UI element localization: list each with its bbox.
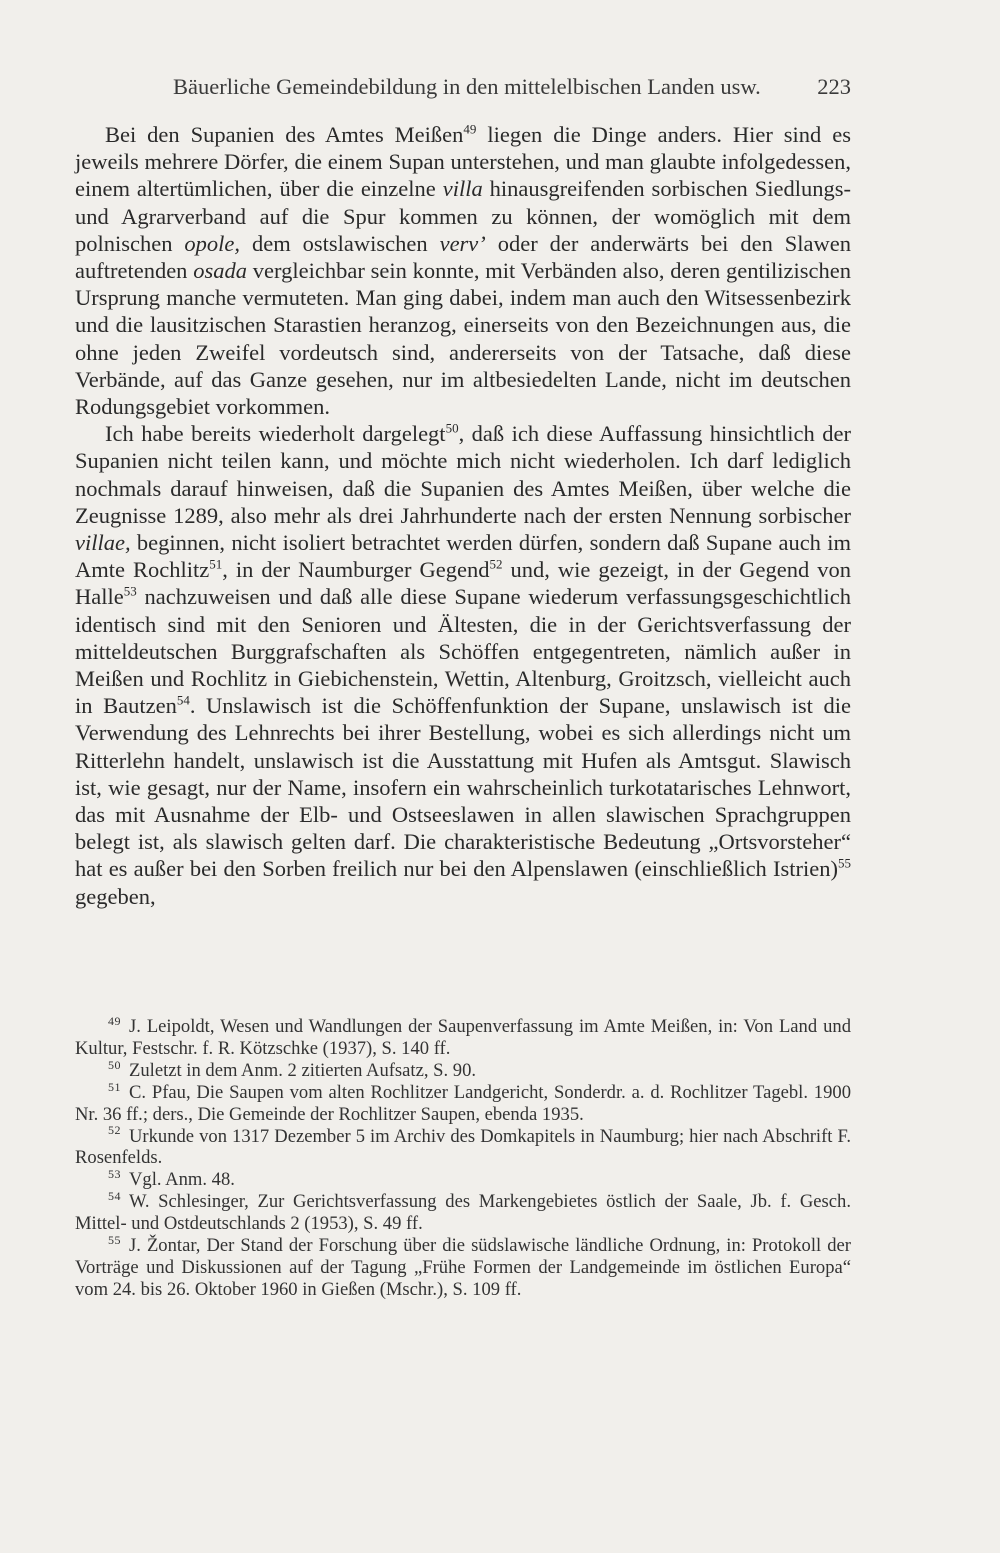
term-osada: osada xyxy=(193,258,247,284)
footnote-text: Urkunde von 1317 Dezember 5 im Archiv des Domkapitels in Naumburg; hier nach Abschrift F. Rosenfelds. xyxy=(75,1125,851,1169)
footnote xyxy=(75,1191,851,1235)
footnote-text: W. Schlesinger, Zur Gerichtsverfassung des Markengebietes östlich der Saale, Jb. f. Gesch. Mittel- und Ostdeutschlands 2 (1953), S. 49 ff. xyxy=(75,1191,851,1235)
footnote xyxy=(75,1013,851,1060)
text-run: und, wie gezeigt, in der Gegend von Halle xyxy=(75,557,851,610)
text-run: vergleichbar sein konnte, mit Verbänden also, deren gentilizischen Ursprung manche vermuteten. Man ging dabei, indem man auch den Witsessenbezirk und die lausitzischen Starastien heranzog, einerseits von den Bezeichnungen aus, die ohne jeden Zweifel vordeutsch sind, andererseits von der Tatsache, daß diese Verbände, auf das Ganze gesehen, nur im altbesiedelten Lande, nicht im deutschen Rodungsgebiet vorkommen. xyxy=(75,258,852,420)
footnote xyxy=(75,1169,851,1191)
term-verv: verv’ xyxy=(439,230,486,256)
footnote-ref-49[interactable]: 49 xyxy=(463,121,477,137)
footnote-number: 55 xyxy=(108,1232,121,1247)
footnote-number: 54 xyxy=(108,1189,121,1204)
footnote-number: 50 xyxy=(108,1057,121,1072)
footnote-ref-54[interactable]: 54 xyxy=(176,692,190,708)
paragraph-1 xyxy=(75,121,851,420)
text-run: gegeben, xyxy=(75,883,156,909)
footnote-text: C. Pfau, Die Saupen vom alten Rochlitzer Landgericht, Sonderdr. a. d. Rochlitzer Tagebl. 1900 Nr. 36 ff.; ders., Die Gemeinde der Rochlitzer Saupen, ebenda 1935. xyxy=(75,1081,851,1125)
text-run: nachzuweisen und daß alle diese Supane wiederum verfassungsgeschichtlich identisch sind mit den Senioren und Ältesten, die in der Gerichtsverfassung der mitteldeutschen Burggrafschaften als Schöffen entgegentreten, nämlich außer in Meißen und Rochlitz in Giebichenstein, Wettin, Altenburg, Groitzsch, vielleicht auch in Bautzen xyxy=(75,584,851,719)
footnote xyxy=(75,1123,851,1170)
footnote-number: 52 xyxy=(108,1123,121,1138)
footnotes xyxy=(75,1013,851,1301)
footnote xyxy=(75,1079,851,1126)
footnote-text: Zuletzt in dem Anm. 2 zitierten Aufsatz, S. 90. xyxy=(129,1059,477,1081)
footnote-ref-52[interactable]: 52 xyxy=(489,556,503,572)
text-run: Bei den Supanien des Amtes Meißen xyxy=(105,122,464,147)
text-run: , in der Naumburger Gegend xyxy=(222,557,490,583)
footnote-ref-53[interactable]: 53 xyxy=(123,583,137,599)
footnote-ref-55[interactable]: 55 xyxy=(838,855,851,871)
text-run: Ich habe bereits wiederholt dargelegt xyxy=(105,421,446,447)
main-text xyxy=(75,121,851,910)
term-opole: opole, xyxy=(184,230,241,256)
running-title: Bäuerliche Gemeindebildung in den mittelelbischen Landen usw. xyxy=(173,74,761,99)
footnote-text: J. Leipoldt, Wesen und Wandlungen der Saupenverfassung im Amte Meißen, in: Von Land und Kultur, Festschr. f. R. Kötzschke (1937), S. 140 ff. xyxy=(75,1016,851,1059)
footnote xyxy=(75,1232,851,1301)
paragraph-2 xyxy=(75,420,851,910)
text-run: hinausgreifenden sorbischen Siedlungs- und Agrarverband auf die Spur kommen zu können, der womöglich mit dem polnischen xyxy=(75,176,851,256)
footnote-ref-51[interactable]: 51 xyxy=(209,556,223,572)
footnote-number: 49 xyxy=(108,1013,121,1028)
footnote-text: J. Žontar, Der Stand der Forschung über die südslawische ländliche Ordnung, in: Protokoll der Vorträge und Diskussionen auf der Tagung „Frühe Formen der Landgemeinde im östlichen Europa“ vom 24. bis 26. Oktober 1960 in Gießen (Mschr.), S. 109 ff. xyxy=(75,1235,851,1300)
text-run: beginnen, nicht isoliert betrachtet werden dürfen, sondern daß Supane auch im Amte Rochlitz xyxy=(75,530,851,583)
footnote xyxy=(75,1057,851,1082)
term-villa: villa xyxy=(442,176,483,202)
footnote-number: 51 xyxy=(108,1079,121,1094)
footnote-number: 53 xyxy=(108,1167,121,1182)
text-run: . Unslawisch ist die Schöffenfunktion der Supane, unslawisch ist die Verwendung des Lehnrechts bei ihrer Bestellung, wobei es sich allerdings nicht um Ritterlehn handelt, unslawisch ist die Ausstattung mit Hufen als Amtsgut. Slawisch ist, wie gesagt, nur der Name, insofern ein wahrscheinlich turkotatarisches Lehnwort, das mit Ausnahme der Elb- und Ostseeslawen in allen slawischen Sprachgruppen belegt ist, als slawisch gelten darf. Die charakteristische Bedeutung „Ortsvorsteher“ hat es außer bei den Sorben freilich nur bei den Alpenslawen (einschließlich Istrien) xyxy=(75,693,851,882)
text-run: liegen die Dinge anders. Hier sind es jeweils mehrere Dörfer, die einem Supan unterstehen, und man glaubte infolgedessen, einem altertümlichen, über die einzelne xyxy=(75,122,851,202)
footnote-ref-50[interactable]: 50 xyxy=(445,420,459,436)
text-run: , daß ich diese Auffassung hinsichtlich der Supanien nicht teilen kann, und möchte mich nicht wiederholen. Ich darf lediglich nochmals darauf hinweisen, daß die Supanien des Amtes Meißen, über welche die Zeugnisse 1289, also mehr als drei Jahrhunderte nach der ersten Nennung sorbischer xyxy=(75,421,851,528)
text-run: dem ostslawischen xyxy=(240,230,440,256)
text-run: oder der anderwärts bei den Slawen auftretenden xyxy=(75,230,852,284)
term-villae: villae, xyxy=(75,530,131,556)
footnote-text: Vgl. Anm. 48. xyxy=(129,1169,235,1191)
page-number: 223 xyxy=(817,74,851,99)
